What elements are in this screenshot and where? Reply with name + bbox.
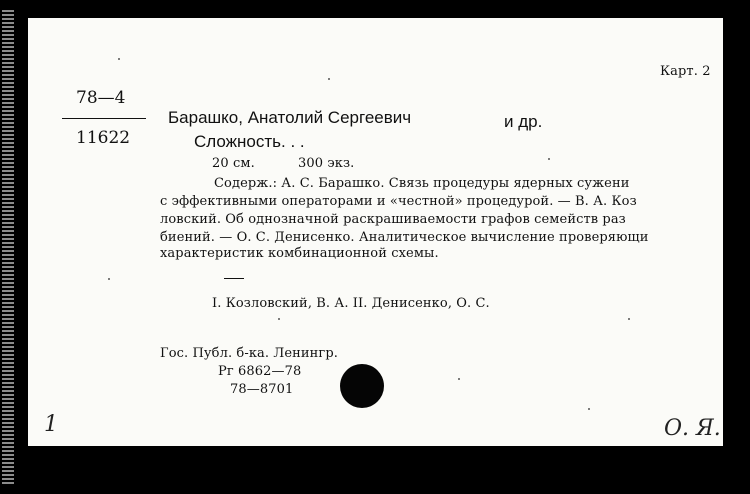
order-number: Рг 6862—78: [218, 364, 302, 379]
scanner-edge-right: [722, 0, 750, 494]
contents-line-2: с эффективными операторами и «честной» процедурой. — В. А. Коз: [160, 194, 637, 209]
title: Сложность. . .: [194, 132, 305, 151]
speck: [628, 318, 630, 320]
accession-number: 11622: [76, 128, 131, 148]
speck: [108, 278, 110, 280]
handwritten-initials: О. Я.: [664, 416, 721, 441]
contents-line-3: ловский. Об однозначной раскрашиваемости графов семейств раз: [160, 212, 626, 227]
contents-line-4: биений. — О. С. Денисенко. Аналитическое вычисление проверяющи: [160, 230, 649, 245]
speck: [328, 78, 330, 80]
card-number-bottom: 78—8701: [230, 382, 294, 397]
speck: [278, 318, 280, 320]
author-heading: Барашко, Анатолий Сергеевич: [168, 108, 412, 127]
speck: [118, 58, 120, 60]
speck: [458, 378, 460, 380]
short-rule: [224, 278, 244, 279]
punch-hole: [340, 364, 384, 408]
added-entries: I. Козловский, В. А. II. Денисенко, О. С.: [212, 296, 490, 311]
contents-line-1: Содерж.: А. С. Барашко. Связь процедуры ядерных сужени: [214, 176, 630, 191]
call-number-rule: [62, 118, 146, 119]
et-al: и др.: [504, 112, 543, 131]
handwritten-mark-left: 1: [44, 412, 58, 437]
copies: 300 экз.: [298, 156, 355, 171]
library-name: Гос. Публ. б-ка. Ленингр.: [160, 346, 338, 361]
speck: [588, 408, 590, 410]
speck: [548, 158, 550, 160]
call-number: 78—4: [76, 88, 126, 108]
physical-size: 20 см.: [212, 156, 255, 171]
card-number: Карт. 2: [660, 64, 711, 79]
catalog-card: [28, 18, 723, 446]
contents-line-5: характеристик комбинационной схемы.: [160, 246, 439, 261]
scanner-edge-left: [0, 0, 28, 494]
